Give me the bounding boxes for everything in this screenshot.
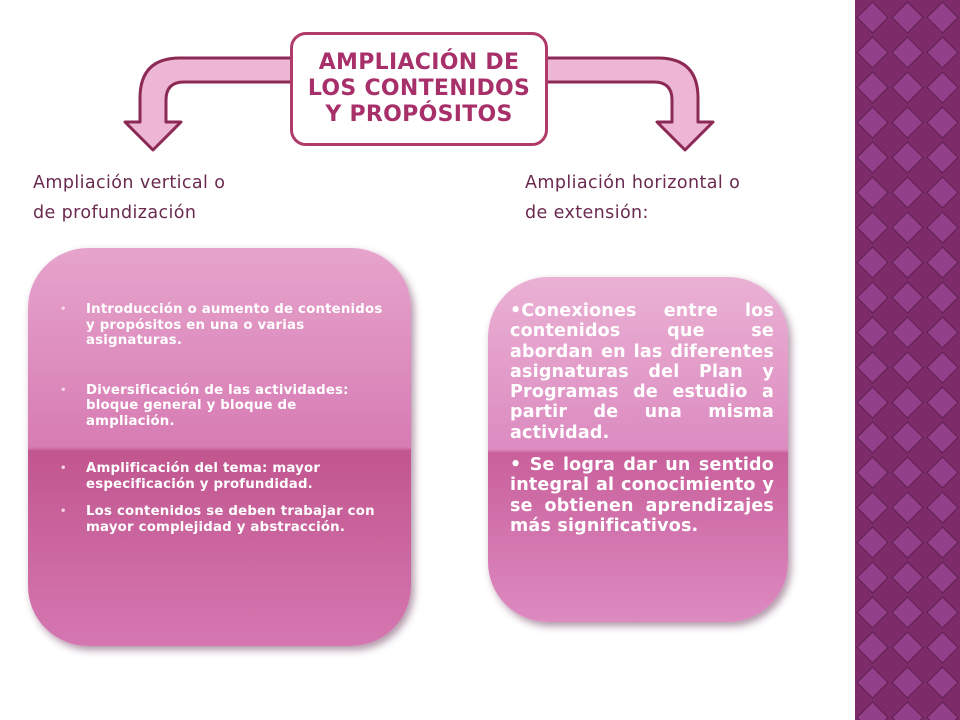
paragraph: •Conexiones entre los contenidos que se abordan en las diferentes asignaturas del Plan y Programas de estudio a partir de una misma actividad. (510, 301, 774, 443)
title-box (290, 32, 548, 146)
horizontal-heading (525, 168, 815, 228)
paragraph: • Se logra dar un sentido integral al conocimiento y se obtienen aprendizajes más significativos. (510, 455, 774, 536)
list-item (60, 461, 386, 492)
list-item (60, 382, 386, 430)
vertical-items-list (60, 302, 386, 535)
title-line: LOS CONTENIDOS (307, 76, 531, 101)
list-item-text: Amplificación del tema: mayor especificación y profundidad. (86, 461, 321, 492)
bullet-icon: • (60, 304, 67, 315)
page-title (308, 50, 530, 128)
vertical-heading (33, 168, 293, 228)
left-curved-arrow (125, 58, 292, 150)
title-line: Y PROPÓSITOS (325, 102, 513, 127)
horizontal-card-body (510, 301, 774, 536)
bullet-icon: • (60, 384, 67, 396)
heading-line: Ampliación horizontal o (525, 173, 741, 193)
vertical-extension-card (28, 248, 411, 646)
heading-line: Ampliación vertical o (33, 173, 226, 193)
title-line: AMPLIACIÓN DE (318, 50, 520, 75)
bullet-icon: • (60, 463, 67, 474)
list-item (60, 302, 386, 349)
list-item-text: Los contenidos se deben trabajar con mayor complejidad y abstracción. (86, 504, 375, 535)
horizontal-extension-card (488, 277, 788, 622)
list-item-text: Introducción o aumento de contenidos y propósitos en una o varias asignaturas. (86, 302, 383, 348)
heading-line: de extensión: (525, 203, 649, 223)
heading-line: de profundización (33, 203, 197, 223)
bullet-icon: • (60, 506, 67, 517)
right-curved-arrow (546, 58, 713, 150)
list-item-text: Diversificación de las actividades: bloque general y bloque de ampliación. (86, 382, 349, 429)
list-item (60, 504, 386, 535)
